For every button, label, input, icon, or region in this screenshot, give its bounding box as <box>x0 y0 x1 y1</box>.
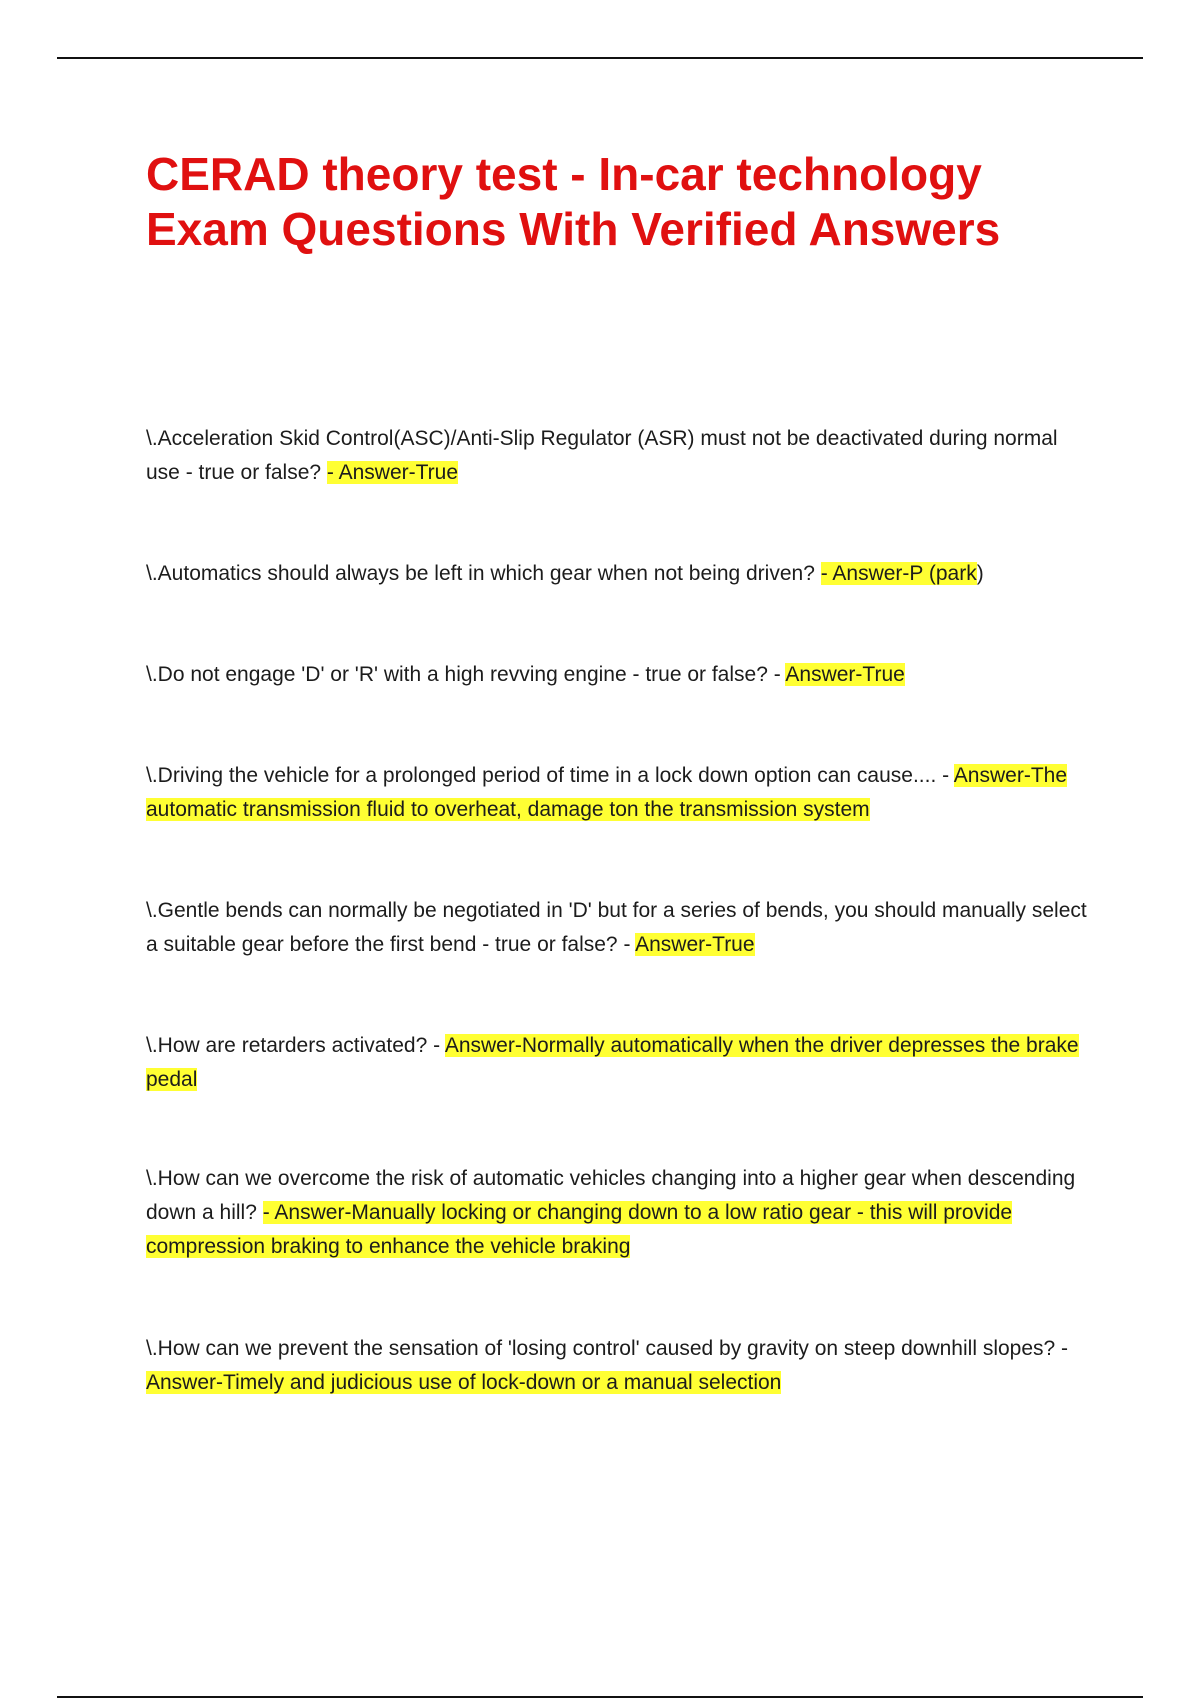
qa-item-1 <box>146 422 1091 490</box>
question-text: \.Automatics should always be left in which gear when not being driven? <box>146 562 821 585</box>
qa-item-8 <box>146 1332 1091 1400</box>
qa-item-7 <box>146 1162 1091 1264</box>
qa-item-3 <box>146 658 1091 692</box>
qa-item-2: \.Automatics should always be left in which gear when not being driven? - Answer-P (park) <box>146 562 984 585</box>
question-text: \.Do not engage 'D' or 'R' with a high revving engine - true or false? - <box>146 663 786 686</box>
answer-highlight: Answer-Normally automatically when the driver depresses the brake pedal <box>146 1034 1079 1091</box>
answer-highlight: - Answer-True <box>326 461 459 484</box>
document-title: CERAD theory test - In-car technology Exam Questions With Verified Answers <box>146 148 1001 255</box>
qa-item-4 <box>146 759 1091 827</box>
answer-highlight: Answer-The automatic transmission fluid to overheat, damage ton the transmission system <box>146 764 1067 821</box>
question-text: \.How are retarders activated? - <box>146 1034 445 1057</box>
question-text: \.Driving the vehicle for a prolonged period of time in a lock down option can cause.... - <box>146 764 954 787</box>
question-text: \.How can we overcome the risk of automatic vehicles changing into a higher gear when descending down a hill? <box>146 1167 1076 1224</box>
question-text: \.How can we prevent the sensation of 'losing control' caused by gravity on steep downhill slopes? - <box>146 1337 1069 1360</box>
answer-highlight: - Answer-Manually locking or changing down to a low ratio gear - this will provide compression braking to enhance the vehicle braking <box>146 1201 1013 1258</box>
question-text: \.Gentle bends can normally be negotiated in 'D' but for a series of bends, you should manually select a suitable gear before the first bend - true or false? - <box>146 899 1087 956</box>
bottom-rule <box>57 1696 1143 1698</box>
qa-item-6 <box>146 1029 1091 1097</box>
answer-highlight: - Answer-P (park <box>820 562 977 585</box>
answer-highlight: Answer-True <box>635 933 755 956</box>
answer-highlight: Answer-True <box>785 663 905 686</box>
answer-highlight: Answer-Timely and judicious use of lock-down or a manual selection <box>146 1371 782 1394</box>
qa-item-5 <box>146 894 1091 962</box>
top-rule <box>57 57 1143 59</box>
question-text: \.Acceleration Skid Control(ASC)/Anti-Slip Regulator (ASR) must not be deactivated during normal use - true or false? <box>146 427 1058 484</box>
